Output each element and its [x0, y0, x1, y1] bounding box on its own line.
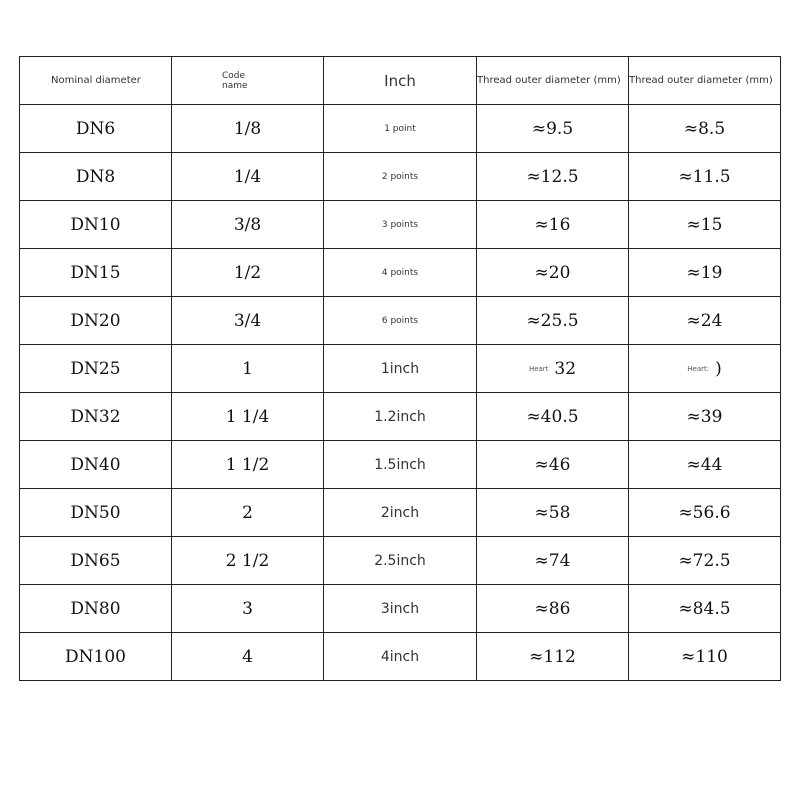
code-name-cell: 1/8 — [172, 105, 324, 153]
code-name-cell: 1/4 — [172, 153, 324, 201]
table-body — [20, 105, 781, 681]
pipe-size-table — [19, 56, 781, 681]
thread-outer-diameter-2-cell — [629, 441, 781, 489]
table-row — [20, 297, 781, 345]
cell-value: ) — [715, 358, 722, 379]
thread-outer-diameter-1-cell — [477, 249, 629, 297]
inch-cell: 2 points — [324, 153, 477, 201]
cell-value: ≈8.5 — [683, 118, 726, 139]
cell-value: ≈11.5 — [678, 166, 731, 187]
cell-value: ≈24 — [686, 310, 723, 331]
cell-value: ≈58 — [534, 502, 571, 523]
cell-value: ≈46 — [534, 454, 571, 475]
thread-outer-diameter-2-cell — [629, 489, 781, 537]
cell-value: ≈72.5 — [678, 550, 731, 571]
table-row — [20, 345, 781, 393]
thread-outer-diameter-2-cell — [629, 393, 781, 441]
inch-cell: 2inch — [324, 489, 477, 537]
code-name-cell: 4 — [172, 633, 324, 681]
inch-cell: 3 points — [324, 201, 477, 249]
thread-outer-diameter-2-cell — [629, 153, 781, 201]
thread-outer-diameter-2-cell — [629, 537, 781, 585]
table-row — [20, 249, 781, 297]
thread-outer-diameter-1-cell — [477, 297, 629, 345]
thread-outer-diameter-1-cell — [477, 441, 629, 489]
thread-outer-diameter-2-cell — [629, 249, 781, 297]
cell-value: ≈40.5 — [526, 406, 579, 427]
header-row — [20, 57, 781, 105]
nominal-diameter-cell: DN50 — [20, 489, 172, 537]
cell-value: ≈112 — [529, 646, 576, 667]
thread-outer-diameter-1-cell — [477, 537, 629, 585]
thread-outer-diameter-1-cell — [477, 633, 629, 681]
code-name-cell: 1 1/2 — [172, 441, 324, 489]
header-code-line1: Code — [222, 70, 246, 81]
thread-outer-diameter-1-cell — [477, 153, 629, 201]
header-code-name — [172, 57, 324, 105]
nominal-diameter-cell: DN25 — [20, 345, 172, 393]
thread-outer-diameter-1-cell — [477, 345, 629, 393]
table-row — [20, 633, 781, 681]
cell-value: ≈19 — [686, 262, 723, 283]
nominal-diameter-cell: DN8 — [20, 153, 172, 201]
table-row — [20, 153, 781, 201]
cell-value: ≈39 — [686, 406, 723, 427]
header-inch: Inch — [324, 57, 477, 105]
table-row — [20, 441, 781, 489]
cell-value: ≈16 — [534, 214, 571, 235]
table-row — [20, 393, 781, 441]
code-name-cell: 2 1/2 — [172, 537, 324, 585]
header-nominal-diameter: Nominal diameter — [20, 57, 172, 105]
code-name-cell: 3 — [172, 585, 324, 633]
thread-outer-diameter-1-cell — [477, 585, 629, 633]
table-row — [20, 489, 781, 537]
cell-value: ≈15 — [686, 214, 723, 235]
cell-prefix-label: Heart — [528, 365, 549, 373]
thread-outer-diameter-2-cell — [629, 345, 781, 393]
nominal-diameter-cell: DN10 — [20, 201, 172, 249]
cell-value: ≈20 — [534, 262, 571, 283]
cell-value: ≈12.5 — [526, 166, 579, 187]
thread-outer-diameter-2-cell — [629, 201, 781, 249]
nominal-diameter-cell: DN80 — [20, 585, 172, 633]
inch-cell: 4 points — [324, 249, 477, 297]
nominal-diameter-cell: DN6 — [20, 105, 172, 153]
thread-outer-diameter-2-cell — [629, 633, 781, 681]
cell-value: ≈9.5 — [531, 118, 574, 139]
thread-outer-diameter-1-cell — [477, 105, 629, 153]
inch-cell: 1.5inch — [324, 441, 477, 489]
inch-cell: 1.2inch — [324, 393, 477, 441]
thread-outer-diameter-1-cell — [477, 201, 629, 249]
code-name-cell: 1 — [172, 345, 324, 393]
header-thread-outer-diameter-1: Thread outer diameter (mm) — [477, 57, 629, 105]
inch-cell: 4inch — [324, 633, 477, 681]
thread-outer-diameter-2-cell — [629, 585, 781, 633]
inch-cell: 6 points — [324, 297, 477, 345]
thread-outer-diameter-2-cell — [629, 105, 781, 153]
table-row — [20, 537, 781, 585]
cell-value: ≈110 — [681, 646, 728, 667]
code-name-cell: 1/2 — [172, 249, 324, 297]
code-name-cell: 1 1/4 — [172, 393, 324, 441]
header-code-line2: name — [222, 80, 248, 91]
thread-outer-diameter-2-cell — [629, 297, 781, 345]
nominal-diameter-cell: DN32 — [20, 393, 172, 441]
nominal-diameter-cell: DN65 — [20, 537, 172, 585]
inch-cell: 1 point — [324, 105, 477, 153]
cell-value: ≈25.5 — [526, 310, 579, 331]
code-name-cell: 3/4 — [172, 297, 324, 345]
inch-cell: 1inch — [324, 345, 477, 393]
inch-cell: 3inch — [324, 585, 477, 633]
nominal-diameter-cell: DN15 — [20, 249, 172, 297]
table-row — [20, 585, 781, 633]
nominal-diameter-cell: DN40 — [20, 441, 172, 489]
cell-value: ≈44 — [686, 454, 723, 475]
thread-outer-diameter-1-cell — [477, 489, 629, 537]
nominal-diameter-cell: DN20 — [20, 297, 172, 345]
cell-value: 32 — [554, 358, 577, 379]
table-row — [20, 201, 781, 249]
inch-cell: 2.5inch — [324, 537, 477, 585]
code-name-cell: 3/8 — [172, 201, 324, 249]
nominal-diameter-cell: DN100 — [20, 633, 172, 681]
cell-value: ≈56.6 — [678, 502, 731, 523]
header-thread-outer-diameter-2: Thread outer diameter (mm) — [629, 57, 781, 105]
cell-prefix-label: Heart: — [687, 365, 710, 373]
cell-value: ≈74 — [534, 550, 571, 571]
thread-outer-diameter-1-cell — [477, 393, 629, 441]
cell-value: ≈84.5 — [678, 598, 731, 619]
table-row — [20, 105, 781, 153]
pipe-size-table-container — [19, 56, 781, 681]
code-name-cell: 2 — [172, 489, 324, 537]
cell-value: ≈86 — [534, 598, 571, 619]
